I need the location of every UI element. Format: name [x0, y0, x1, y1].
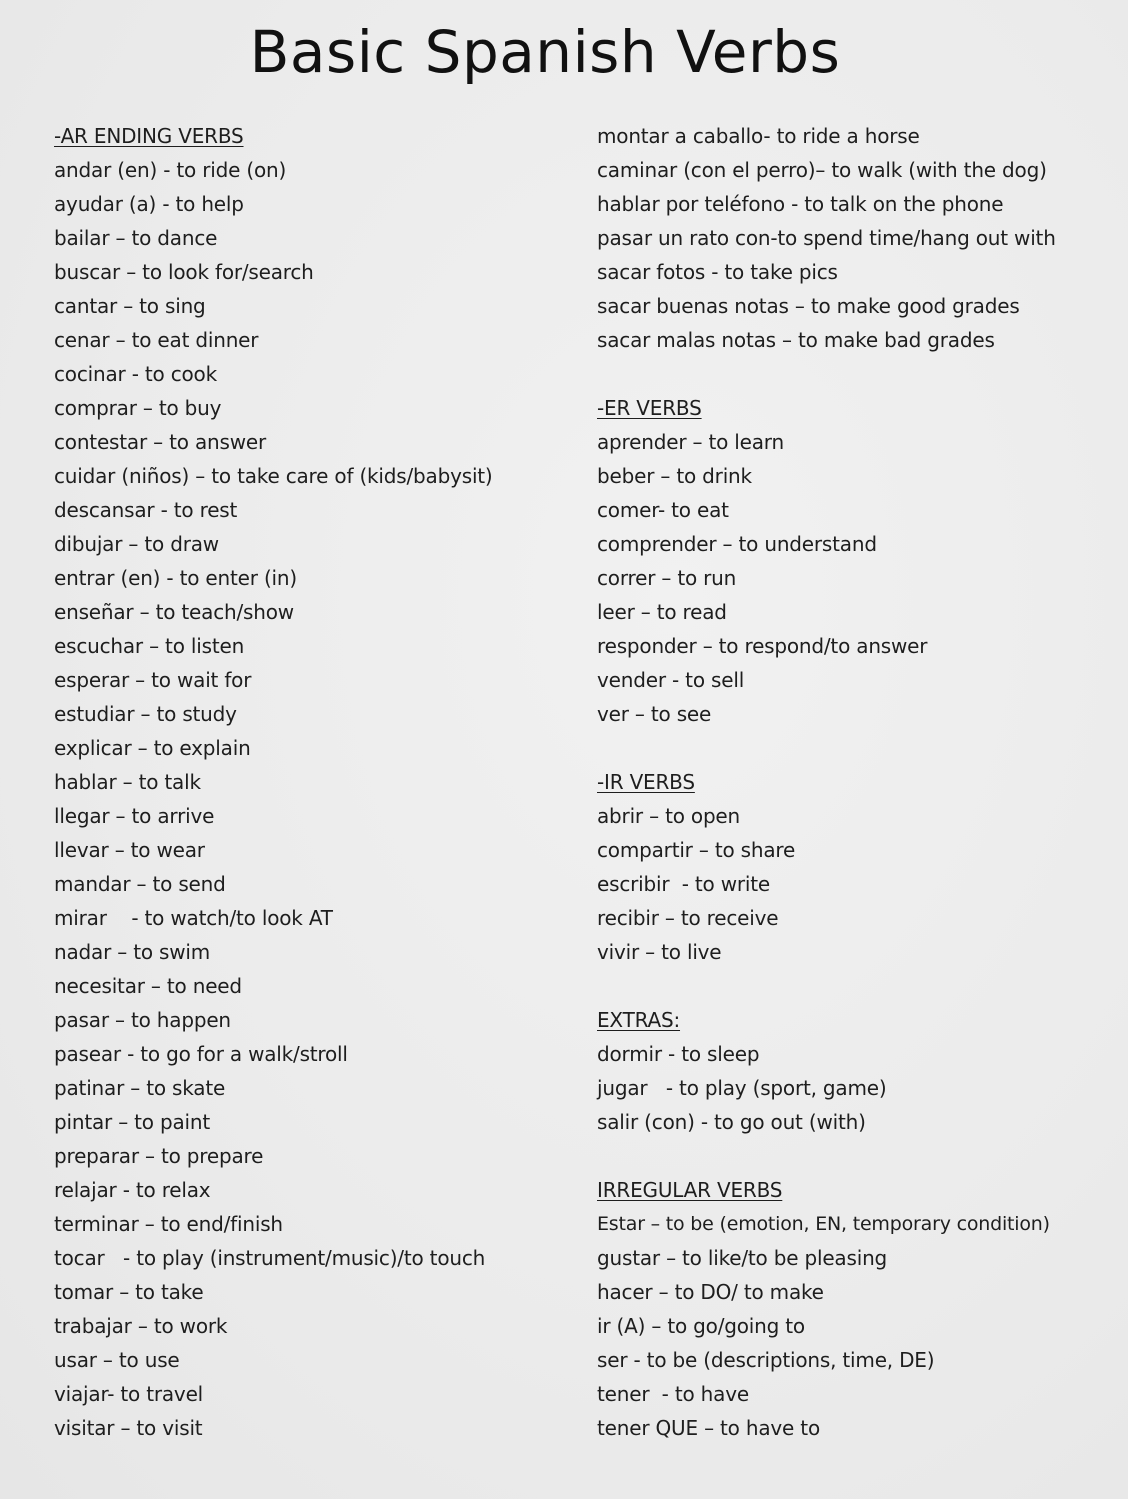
verb-entry: cuidar (niños) – to take care of (kids/babysit) — [54, 464, 493, 488]
verb-entry: nadar – to swim — [54, 940, 211, 964]
verb-entry: leer – to read — [597, 600, 727, 624]
verb-entry: esperar – to wait for — [54, 668, 252, 692]
verb-entry: viajar- to travel — [54, 1382, 204, 1406]
verb-entry: salir (con) - to go out (with) — [597, 1110, 866, 1134]
verb-entry: pasar – to happen — [54, 1008, 231, 1032]
section-heading-ar: -AR ENDING VERBS — [54, 124, 244, 148]
verb-entry: caminar (con el perro)– to walk (with the dog) — [597, 158, 1047, 182]
verb-entry: visitar – to visit — [54, 1416, 203, 1440]
verb-entry: tocar - to play (instrument/music)/to touch — [54, 1246, 486, 1270]
verb-entry: contestar – to answer — [54, 430, 266, 454]
verb-entry: vender - to sell — [597, 668, 745, 692]
section-heading-er-verbs: -ER VERBS — [597, 396, 702, 420]
verb-entry: ver – to see — [597, 702, 712, 726]
right-column — [597, 119, 1056, 1445]
verb-entry: ir (A) – to go/going to — [597, 1314, 805, 1338]
verb-entry: jugar - to play (sport, game) — [597, 1076, 887, 1100]
section-heading-ir-verbs: -IR VERBS — [597, 770, 695, 794]
verb-entry: comprar – to buy — [54, 396, 222, 420]
verb-entry: mandar – to send — [54, 872, 226, 896]
page-title: Basic Spanish Verbs — [249, 18, 841, 86]
verb-entry: pasear - to go for a walk/stroll — [54, 1042, 348, 1066]
verb-entry: compartir – to share — [597, 838, 796, 862]
verb-entry: gustar – to like/to be pleasing — [597, 1246, 888, 1270]
verb-entry: relajar - to relax — [54, 1178, 211, 1202]
verb-entry: recibir – to receive — [597, 906, 779, 930]
verb-entry: tener QUE – to have to — [597, 1416, 820, 1440]
verb-entry: responder – to respond/to answer — [597, 634, 928, 658]
verb-entry: dibujar – to draw — [54, 532, 219, 556]
section-heading-irregular-verbs: IRREGULAR VERBS — [597, 1178, 783, 1202]
section-heading-extras: EXTRAS: — [597, 1008, 681, 1032]
verb-entry: buscar – to look for/search — [54, 260, 314, 284]
verb-entry: hablar – to talk — [54, 770, 201, 794]
spacer — [597, 357, 1056, 391]
verb-entry: ser - to be (descriptions, time, DE) — [597, 1348, 935, 1372]
verb-entry: hacer – to DO/ to make — [597, 1280, 824, 1304]
verb-entry: abrir – to open — [597, 804, 741, 828]
verb-entry: vivir – to live — [597, 940, 722, 964]
spacer — [597, 1139, 1056, 1173]
verb-entry: sacar malas notas – to make bad grades — [597, 328, 995, 352]
verb-entry: ayudar (a) - to help — [54, 192, 244, 216]
verb-entry: pasar un rato con-to spend time/hang out with — [597, 226, 1056, 250]
verb-entry: descansar - to rest — [54, 498, 238, 522]
verb-entry: montar a caballo- to ride a horse — [597, 124, 920, 148]
left-column — [54, 119, 493, 1445]
spacer — [597, 731, 1056, 765]
verb-entry: explicar – to explain — [54, 736, 251, 760]
verb-entry: cenar – to eat dinner — [54, 328, 259, 352]
verb-entry: sacar buenas notas – to make good grades — [597, 294, 1020, 318]
verb-entry: pintar – to paint — [54, 1110, 211, 1134]
verb-entry: trabajar – to work — [54, 1314, 228, 1338]
verb-entry: entrar (en) - to enter (in) — [54, 566, 297, 590]
verb-entry: hablar por teléfono - to talk on the phone — [597, 192, 1004, 216]
verb-entry: mirar - to watch/to look AT — [54, 906, 333, 930]
verb-entry: dormir - to sleep — [597, 1042, 760, 1066]
verb-entry: beber – to drink — [597, 464, 752, 488]
verb-entry: cantar – to sing — [54, 294, 206, 318]
spacer — [597, 969, 1056, 1003]
verb-entry: cocinar - to cook — [54, 362, 217, 386]
verb-entry: preparar – to prepare — [54, 1144, 264, 1168]
verb-entry: tener - to have — [597, 1382, 749, 1406]
verb-entry: andar (en) - to ride (on) — [54, 158, 287, 182]
verb-entry: Estar – to be (emotion, EN, temporary condition) — [597, 1213, 1050, 1235]
verb-entry: escuchar – to listen — [54, 634, 245, 658]
verb-entry: bailar – to dance — [54, 226, 218, 250]
verb-entry: patinar – to skate — [54, 1076, 226, 1100]
verb-entry: escribir - to write — [597, 872, 770, 896]
verb-entry: aprender – to learn — [597, 430, 784, 454]
verb-entry: usar – to use — [54, 1348, 180, 1372]
verb-entry: comer- to eat — [597, 498, 729, 522]
verb-entry: estudiar – to study — [54, 702, 237, 726]
verb-entry: necesitar – to need — [54, 974, 242, 998]
verb-entry: correr – to run — [597, 566, 737, 590]
verb-entry: sacar fotos - to take pics — [597, 260, 838, 284]
verb-entry: enseñar – to teach/show — [54, 600, 294, 624]
verb-entry: tomar – to take — [54, 1280, 204, 1304]
verb-entry: terminar – to end/finish — [54, 1212, 283, 1236]
verb-entry: llegar – to arrive — [54, 804, 215, 828]
verb-entry: llevar – to wear — [54, 838, 205, 862]
verb-entry: comprender – to understand — [597, 532, 877, 556]
